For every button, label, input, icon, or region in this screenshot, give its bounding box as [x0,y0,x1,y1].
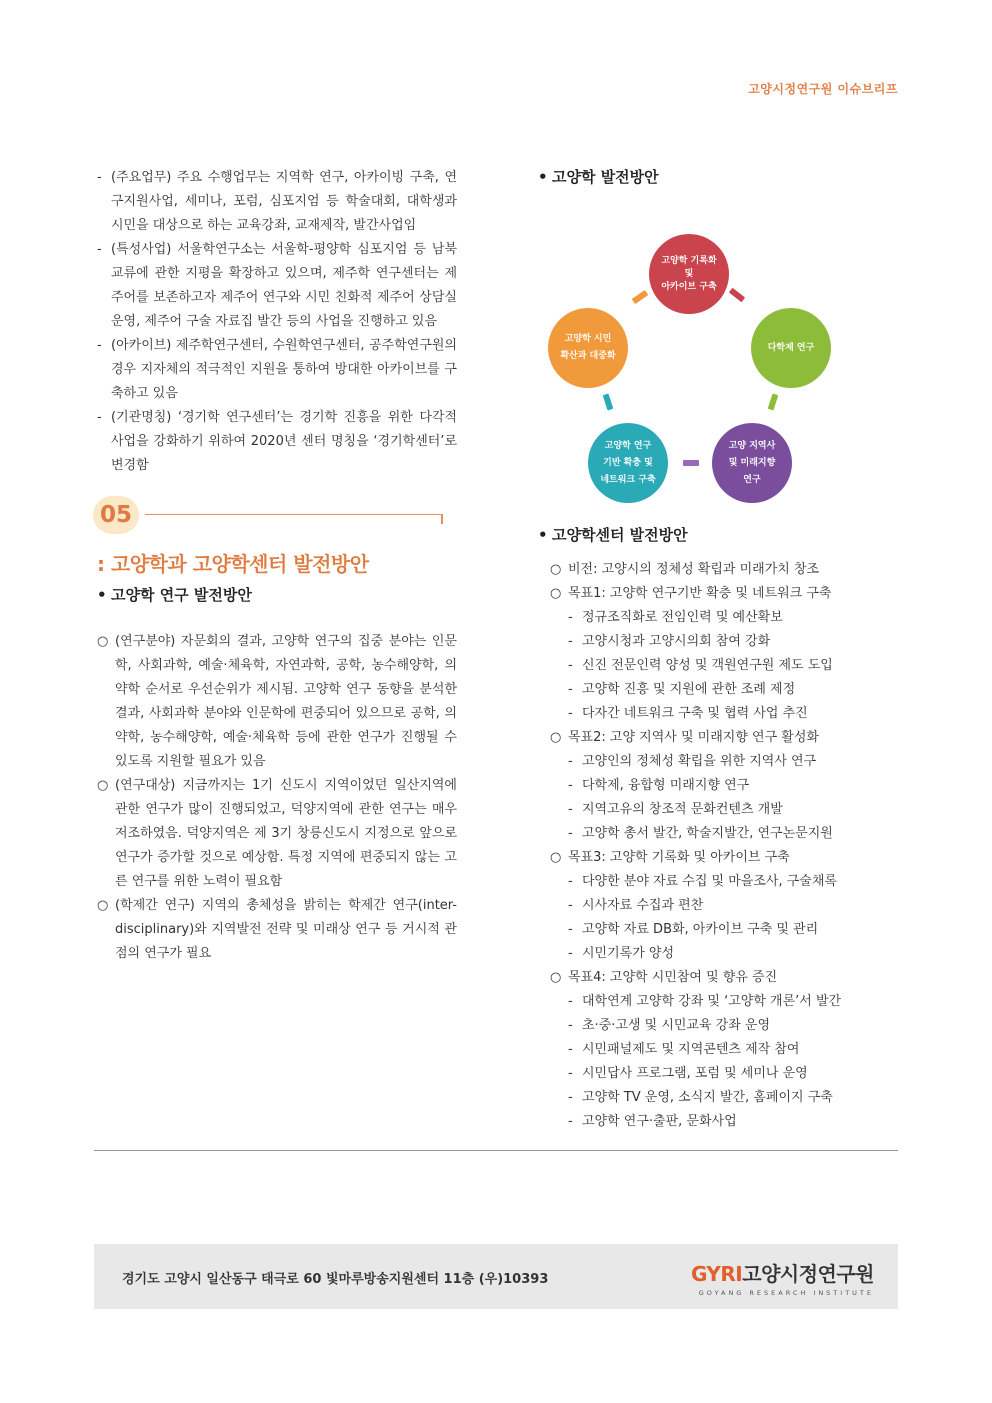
diagram-node-archive [649,234,729,314]
node-label: 및 미래지향 [728,457,776,468]
sub-item: - 대학연계 고양학 강좌 및 ‘고양학 개론’서 발간 [550,990,898,1014]
list-item: ○ (연구대상) 지금까지는 1기 신도시 지역이었던 일산지역에 관한 연구가 많이 진행되었고, 덕양지역에 관한 연구는 매우 저조하였음. 덕양지역은 제 3기 창릉신도시 지정으로 앞으로 연구가 증가할 것으로 예상함. 특정 지역에 편중되지 않는 고른 연구를 위한 노력이 필요함 [97,774,457,894]
sub-item: - 다양한 분야 자료 수집 및 마을조사, 구술채록 [550,870,898,894]
diagram-node-research-base [588,423,668,503]
header-brand: 고양시정연구원 이슈브리프 [748,82,898,96]
footer [94,1244,898,1309]
footer-address: 경기도 고양시 일산동구 태극로 60 빛마루방송지원센터 11층 (우)10393 [122,1272,549,1287]
sub-item: - 고양학 자료 DB화, 아카이브 구축 및 관리 [550,918,898,942]
section-divider [145,514,441,515]
node-label: 고양학 기록화 [661,255,717,266]
section-title: : 고양학과 고양학센터 발전방안 [97,552,369,576]
sub-item: - 다학제, 융합형 미래지향 연구 [550,774,898,798]
connector [683,460,699,466]
sub-item: - 시민답사 프로그램, 포럼 및 세미나 운영 [550,1062,898,1086]
left-column [97,166,457,966]
right-column [538,166,898,1134]
node-label: 네트워크 구축 [600,474,656,485]
node-label: 고양 지역사 [728,440,776,451]
node-label: 확산과 대중화 [560,351,616,361]
node-label: 연구 [743,474,761,485]
sub-item: - 신진 전문인력 양성 및 객원연구원 제도 도입 [550,654,898,678]
goal-item: ○ 목표3: 고양학 기록화 및 아카이브 구축 [550,846,898,870]
list-item: - (아카이브) 제주학연구센터, 수원학연구센터, 공주학연구원의 경우 지자체의 적극적인 지원을 통하여 방대한 아카이브를 구축하고 있음 [97,334,457,406]
sub-item: - 지역고유의 창조적 문화컨텐츠 개발 [550,798,898,822]
list-item: - (주요업무) 주요 수행업무는 지역학 연구, 아카이빙 구축, 연구지원사업, 세미나, 포럼, 심포지엄 등 학술대회, 대학생과 시민을 대상으로 하는 교육강좌, 교재제작, 발간사업임 [97,166,457,238]
goal-item: ○ 목표1: 고양학 연구기반 확충 및 네트워크 구축 [550,582,898,606]
sub-item: - 초·중·고생 및 시민교육 강좌 운영 [550,1014,898,1038]
list-item: ○ (학제간 연구) 지역의 총체성을 밝히는 학제간 연구(inter-disciplinary)와 지역발전 전략 및 미래상 연구 등 거시적 관점의 연구가 필요 [97,894,457,966]
node-label: 고양학 시민 [564,334,612,344]
connector [603,393,614,410]
logo-subtitle: GOYANG RESEARCH INSTITUTE [698,1289,874,1297]
research-heading: • 고양학 연구 발전방안 [97,584,457,606]
sub-item: - 다자간 네트워크 구축 및 협력 사업 추진 [550,702,898,726]
sub-item: - 정규조직화로 전임인력 및 예산확보 [550,606,898,630]
diagram-node-public [548,308,628,388]
section-number: 05 [93,496,139,534]
connector [729,288,745,303]
connector [768,393,779,410]
diagram-node-local-history [712,423,792,503]
node-label: 다학제 연구 [767,342,815,353]
node-label: 및 [684,268,694,279]
sub-item: - 고양학 TV 운영, 소식지 발간, 홈페이지 구축 [550,1086,898,1110]
list-item: ○ (연구분야) 자문회의 결과, 고양학 연구의 집중 분야는 인문학, 사회과학, 예술·체육학, 자연과학, 공학, 농수해양학, 의약학 순서로 우선순위가 제시됨. 고양학 연구 동향을 분석한 결과, 사회과학 분야와 인문학에 편중되어 있으므로 공학, 의약학, 농수해양학, 예술·체육학 등에 관한 연구가 진행될 수 있도록 지원할 필요가 있음 [97,630,457,774]
research-list [97,630,457,966]
plan-heading: • 고양학 발전방안 [538,166,898,188]
center-plan-list [538,558,898,1134]
sub-item: - 고양학 연구·출판, 문화사업 [550,1110,898,1134]
node-label: 기반 확충 및 [603,457,653,468]
intro-list [97,166,457,478]
sub-item: - 고양시청과 고양시의회 참여 강화 [550,630,898,654]
node-label: 아카이브 구축 [661,281,717,292]
diagram-node-multidisciplinary [751,308,831,388]
sub-item: - 고양학 총서 발간, 학술지발간, 연구논문지원 [550,822,898,846]
section-header [97,496,457,586]
sub-item: - 고양인의 정체성 확립을 위한 지역사 연구 [550,750,898,774]
goal-item: ○ 목표2: 고양 지역사 및 미래지향 연구 활성화 [550,726,898,750]
center-heading: • 고양학센터 발전방안 [538,524,898,546]
list-item: - (특성사업) 서울학연구소는 서울학-평양학 심포지엄 등 남북교류에 관한 지평을 확장하고 있으며, 제주학 연구센터는 제주어를 보존하고자 제주어 연구와 시민 친화적 제주어 상담실 운영, 제주어 구술 자료집 발간 등의 사업을 진행하고 있음 [97,238,457,334]
sub-item: - 고양학 진흥 및 지원에 관한 조례 제정 [550,678,898,702]
connector [632,290,649,304]
sub-item: - 시민기록가 양성 [550,942,898,966]
goal-item: ○ 비전: 고양시의 정체성 확립과 미래가치 창조 [550,558,898,582]
sub-item: - 시사자료 수집과 편찬 [550,894,898,918]
goal-item: ○ 목표4: 고양학 시민참여 및 향유 증진 [550,966,898,990]
node-label: 고양학 연구 [604,440,652,451]
logo-name: 고양시정연구원 [742,1262,874,1286]
bottom-divider [94,1150,898,1151]
sub-item: - 시민패널제도 및 지역콘텐츠 제작 참여 [550,1038,898,1062]
logo-mark: GYRI [690,1262,743,1286]
list-item: - (기관명칭) ‘경기학 연구센터’는 경기학 진흥을 위한 다각적 사업을 강화하기 위하여 2020년 센터 명칭을 ‘경기학센터’로 변경함 [97,406,457,478]
development-diagram [538,194,898,506]
footer-logo [691,1258,874,1297]
